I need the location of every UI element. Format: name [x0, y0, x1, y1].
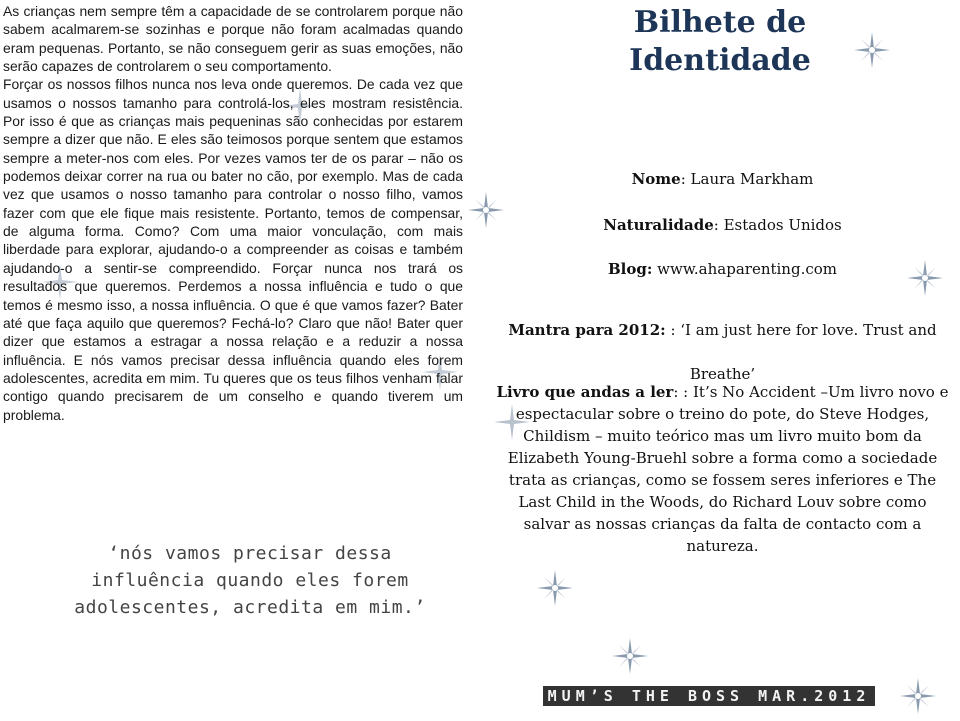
profile-livro: [495, 381, 950, 557]
profile-naturalidade: [495, 216, 950, 234]
profile-nome: [495, 170, 950, 188]
mantra-value: : ‘I am just here for love. Trust and Breathe’: [665, 321, 937, 383]
naturalidade-value: : Estados Unidos: [713, 216, 842, 234]
naturalidade-label: Naturalidade: [603, 216, 714, 234]
article-paragraph-1: As crianças nem sempre têm a capacidade de se controlarem porque não sabem acalmarem-se sozinhas e porque não foram acalmadas quando eram pequenas. Portanto, se não conseguem gerir as suas emoções, não serão capazes de controlarem o seu comportamento.: [3, 3, 463, 75]
footer-banner: MUM’S THE BOSS MAR.2012: [543, 686, 875, 706]
nome-label: Nome: [631, 170, 681, 188]
title-line-2: Identidade: [629, 43, 811, 78]
article-paragraph-2: Forçar os nossos filhos nunca nos leva onde queremos. De cada vez que usamos o nossos tamanho para controlá-los, eles mostram resistência. Por isso é que as crianças mais pequeninas são conhecidas por estarem sempre a dizer que não. E eles são teimosos porque sentem que estamos sempre a meter-nos com eles. Por vezes vamos ter de os parar – não os podemos deixar correr na rua ou bater no cão, por exemplo. Mas de cada vez que usamos o nosso tamanho para controlar o nosso filho, vamos fazer com que ele fique mais resistente. Portanto, temos de compensar, de alguma forma. Como? Com uma maior vonculação, com mais liberdade para explorar, ajudando-o a compreender as coisas e também ajudando-o a sentir-se compreendido. Forçar nunca nos trará os resultados que queremos. Perdemos a nossa influência e tudo o que temos é mesmo isso, a nossa influência. O que é que vamos fazer? Bater até que faça aquilo que queremos? Fechá-lo? Claro que não! Bater quer dizer que estamos a estragar a nossa relação e a reduzir a nossa influência. E nós vamos precisar dessa influência quando eles forem adolescentes, acredita em mim. Tu queres que os teus filhos venham falar contigo quando precisarem de um conselho e quando tiverem um problema.: [3, 76, 463, 423]
nome-value: : Laura Markham: [680, 170, 814, 188]
article-body: [3, 2, 463, 424]
livro-value: : : It’s No Accident –Um livro novo e espectacular sobre o treino do pote, do Steve Hodges, Childism – muito teórico mas um livro muito bom da Elizabeth Young-Bruehl sobre a forma como a sociedade trata as crianças, como se fossem seres inferiores e The Last Child in the Woods, do Richard Louv sobre como salvar as nossas crianças da falta de contacto com a natureza.: [507, 383, 949, 555]
blog-label: Blog:: [607, 260, 653, 278]
pull-quote: ‘nós vamos precisar dessa influência quando eles forem adolescentes, acredita em mim.’: [74, 543, 426, 618]
page-title: [560, 4, 880, 80]
sparkle-star-icon: [610, 636, 650, 676]
sparkle-star-icon: [535, 568, 575, 608]
blog-value: www.ahaparenting.com: [652, 260, 837, 278]
profile-blog: [495, 260, 950, 278]
mantra-label: Mantra para 2012:: [508, 321, 666, 339]
livro-label: Livro que andas a ler: [496, 383, 674, 401]
sparkle-star-icon: [898, 676, 938, 716]
title-line-1: Bilhete de: [633, 5, 807, 40]
